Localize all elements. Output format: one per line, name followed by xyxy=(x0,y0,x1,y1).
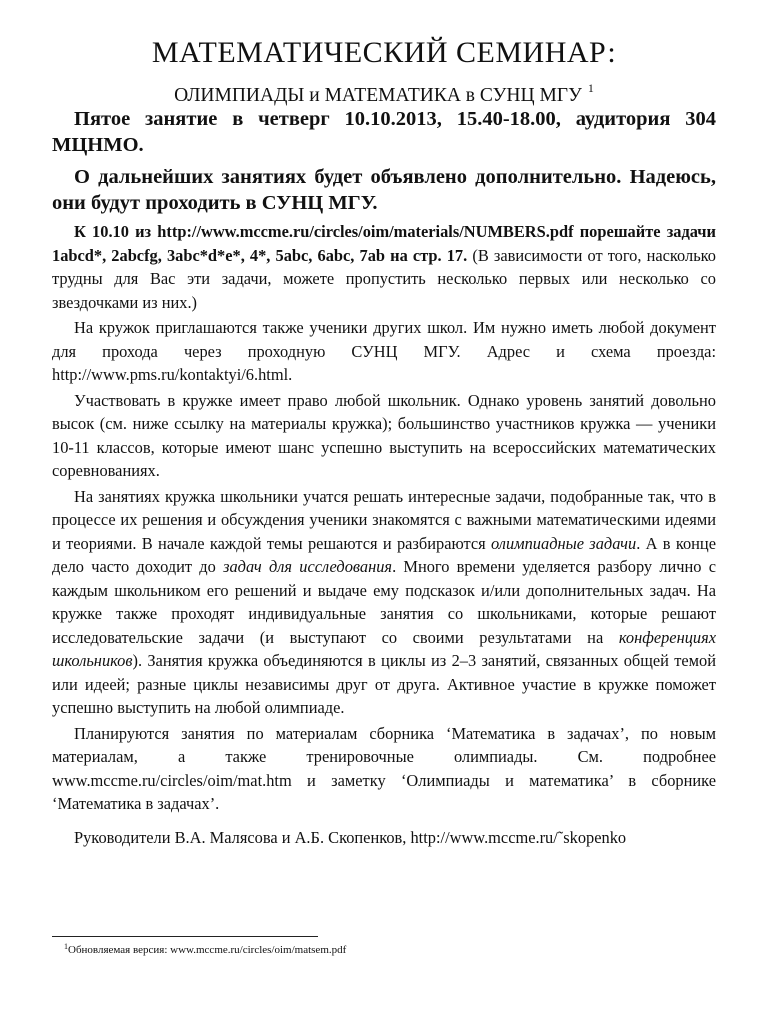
content-paragraph xyxy=(52,485,716,720)
content-text-4: ). Занятия кружка объединяются в циклы из 2–3 занятий, связанных общей темой или идеей; разные циклы независимы друг от друга. Активное участие в кружке поможет успешно выступить на любой олимпиаде. xyxy=(52,651,716,717)
session-announcement: Пятое занятие в четверг 10.10.2013, 15.40-18.00, аудитория 304 МЦНМО. xyxy=(52,108,716,156)
subtitle-text: ОЛИМПИАДЫ и МАТЕМАТИКА в СУНЦ МГУ xyxy=(174,85,582,106)
leaders-line: Руководители В.А. Малясова и А.Б. Скопенков, http://www.mccme.ru/˜skopenko xyxy=(74,827,627,847)
content-text-2: . А в конце дело часто доходит до xyxy=(52,533,716,576)
document-body xyxy=(52,104,716,849)
footnote-marker: 1 xyxy=(64,942,68,951)
student-conferences-term: конференциях школьников xyxy=(52,627,716,670)
eligibility-paragraph: Участвовать в кружке имеет право любой школьник. Однако уровень занятий довольно высок (см. ниже ссылку на материалы кружка); большинство участников кружка — ученики 10-11 классов, которые имеют шанс успешно выступить на всероссийских математических соревнованиях. xyxy=(52,390,716,480)
plans-paragraph: Планируются занятия по материалам сборника ‘Математика в задачах’, по новым материалам, а также тренировочные олимпиады. См. подробнее www.mccme.ru/circles/oim/mat.htm и заметку ‘Олимпиады и математика’ в сборнике ‘Математика в задачах’. xyxy=(52,723,716,813)
content-text-3: . Много времени уделяется разбору лично с каждым школьником его решений и выдаче ему подсказок и/или дополнительных задач. На кружке также проходят индивидуальные занятия со школьниками, которые решают исследовательские задачи (и выступают со своими результатами на xyxy=(52,557,717,647)
olympiad-problems-term: олимпиадные задачи xyxy=(491,533,637,553)
footnote-reference: 1 xyxy=(587,81,594,95)
footnote-text: Обновляемая версия: www.mccme.ru/circles/oim/matsem.pdf xyxy=(68,944,347,956)
homework-note: (В зависимости от того, насколько трудны для Вас эти задачи, можете пропустить несколько первых или несколько со звездочками из них.) xyxy=(52,245,717,312)
page-title: МАТЕМАТИЧЕСКИЙ СЕМИНАР: xyxy=(151,36,617,69)
research-problems-term: задач для исследования xyxy=(223,557,393,576)
invite-paragraph: На кружок приглашаются также ученики других школ. Им нужно иметь любой документ для прохода через проходную СУНЦ МГУ. Адрес и схема проезда: http://www.pms.ru/kontaktyi/6.html. xyxy=(52,318,716,384)
homework-paragraph xyxy=(52,220,716,314)
footnote xyxy=(64,940,346,957)
footnote-divider xyxy=(52,936,318,937)
future-announcement: О дальнейших занятиях будет объявлено дополнительно. Надеюсь, они будут проходить в СУНЦ МГУ. xyxy=(52,166,716,214)
homework-assignment: К 10.10 из http://www.mccme.ru/circles/oim/materials/NUMBERS.pdf порешайте задачи 1abcd*, 2abcfg, 3abc*d*e*, 4*, 5abc, 6abc, 7ab на стр. 17. xyxy=(52,222,716,265)
content-text-1: На занятиях кружка школьники учатся решать интересные задачи, подобранные так, что в процессе их решения и обсуждения ученики знакомятся с важными математическими идеями и теориями. В начале каждой темы решаются и разбираются xyxy=(52,486,716,553)
